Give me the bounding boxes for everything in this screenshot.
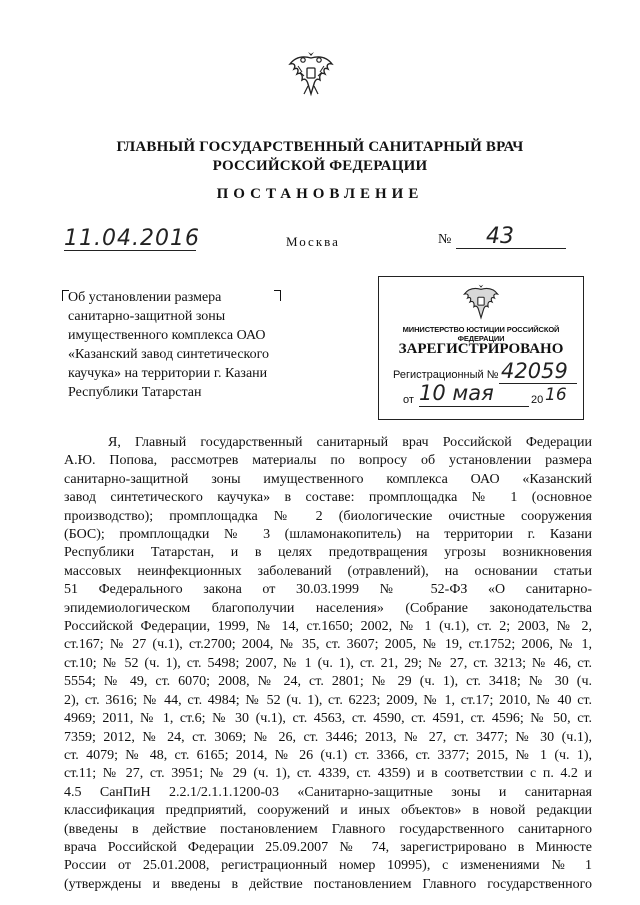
body-line: России от 25.01.2008, регистрационный номер 10995), с изменениями № 1 bbox=[64, 858, 592, 874]
subject-line: имущественного комплекса ОАО bbox=[68, 328, 266, 343]
body-line: (утверждены и введены в действие постановлением Главного государственного bbox=[64, 876, 592, 892]
document-subject bbox=[68, 288, 288, 402]
body-line: 4969; 2011, № 1, ст.6; № 30 (ч.1), ст. 4563, ст. 4590, ст. 4591, ст. 4596; № 50, ст. bbox=[64, 711, 592, 727]
subject-line: Республики Татарстан bbox=[68, 385, 202, 400]
stamp-regno-label: Регистрационный № bbox=[393, 369, 499, 381]
body-line: ст.167; № 27 (ч.1), ст.2700; 2004, № 35, ст. 3607; 2005, № 19, ст.1752; 2006, № 1, bbox=[64, 637, 592, 653]
document-body bbox=[64, 434, 592, 894]
body-line: Российской Федерации, 1999, № 14, ст.1650; 2002, № 1 (ч.1), ст. 2; 2003, № 2, bbox=[64, 619, 592, 635]
body-line: 51 Федерального закона от 30.03.1999 № 52-ФЗ «О санитарно- bbox=[64, 582, 592, 598]
document-number: 43 bbox=[486, 224, 514, 249]
body-line: массовых неинфекционных заболеваний (отравлений), на основании статьи bbox=[64, 563, 592, 579]
stamp-year-suffix: 16 bbox=[545, 385, 567, 405]
number-sign: № bbox=[438, 232, 452, 247]
body-line: 2), ст. 3616; № 44, ст. 4984; № 52 (ч. 1), ст. 6223; 2009, № 1, ст.17; 2010, № 40 ст. bbox=[64, 692, 592, 708]
body-line: производство); промплощадка № 2 (биологические очистные сооружения bbox=[64, 508, 592, 524]
body-line: (БОС); промплощадки № 3 (шламонакопитель) на территории г. Казани bbox=[64, 527, 592, 543]
body-line: Республики Татарстан, и в целях предотвращения угрозы возникновения bbox=[64, 545, 592, 561]
body-line: Я, Главный государственный санитарный врач Российской Федерации bbox=[108, 435, 592, 450]
body-line: классификация предприятий, сооружений и иных объектов» в новой редакции bbox=[64, 803, 592, 819]
body-line: ст. 4079; № 48, ст. 6165; 2014, № 26 (ч.1) ст. 3366, ст. 3377; 2015, № 1 (ч. 1), bbox=[64, 747, 592, 763]
authority-line-1: ГЛАВНЫЙ ГОСУДАРСТВЕННЫЙ САНИТАРНЫЙ ВРАЧ bbox=[116, 139, 524, 155]
subject-line: санитарно-защитной зоны bbox=[68, 309, 226, 324]
document-type: ПОСТАНОВЛЕНИЕ bbox=[216, 186, 424, 202]
subject-line: каучука» на территории г. Казани bbox=[68, 366, 268, 381]
body-line: А.Ю. Попова, рассмотрев материалы по вопросу об установлении размера bbox=[64, 453, 592, 469]
stamp-registered: ЗАРЕГИСТРИРОВАНО bbox=[398, 341, 564, 357]
body-line: 5554; № 49, ст. 6070; 2008, № 24, ст. 2801; № 29 (ч. 1), ст. 3418; № 30 (ч. bbox=[64, 674, 592, 690]
stamp-regno-value: 42059 bbox=[501, 359, 568, 383]
stamp-from-label: от bbox=[403, 394, 414, 406]
body-line: эпидемиологическом благополучии населения» (Собрание законодательства bbox=[64, 600, 592, 616]
body-line: врача Российской Федерации 25.09.2007 № 74, зарегистрировано в Минюсте bbox=[64, 839, 592, 855]
body-line: 4.5 СанПиН 2.2.1/2.1.1.1200-03 «Санитарно-защитные зоны и санитарная bbox=[64, 784, 592, 800]
body-line: санитарно-защитной зоны имущественного комплекса ОАО «Казанский bbox=[64, 471, 592, 487]
subject-line: «Казанский завод синтетического bbox=[68, 347, 270, 362]
stamp-regno-underline bbox=[499, 383, 577, 384]
registration-stamp bbox=[378, 276, 584, 420]
body-line: ст.11; № 27, ст. 3951; № 29 (ч. 1), ст. 4339, ст. 4359) и в соответствии с п. 4.2 и bbox=[64, 766, 592, 782]
authority-line-2: РОССИЙСКОЙ ФЕДЕРАЦИИ bbox=[212, 158, 428, 174]
body-line: 7359; 2012, № 24, ст. 3069; № 26, ст. 3446; 2013, № 27, ст. 3477; № 30 (ч.1), bbox=[64, 729, 592, 745]
date-number-row bbox=[0, 226, 640, 256]
stamp-from-underline bbox=[419, 406, 529, 407]
body-line: завод синтетического каучука» в составе: промплощадка № 1 (основное bbox=[64, 490, 592, 506]
stamp-from-date: 10 мая bbox=[419, 381, 494, 405]
authority-title bbox=[0, 138, 640, 176]
stamp-year-prefix: 20 bbox=[531, 394, 544, 406]
subject-line: Об установлении размера bbox=[68, 290, 222, 305]
body-line: ст.10; № 52 (ч. 1), ст. 5498; 2007, № 1 (ч. 1), ст. 21, 29; № 27, ст. 3213; № 46, ст. bbox=[64, 655, 592, 671]
stamp-ministry: МИНИСТЕРСТВО ЮСТИЦИИ РОССИЙСКОЙ ФЕДЕРАЦИИ bbox=[402, 325, 560, 343]
body-line: (введены в действие постановлением Главного государственного санитарного bbox=[64, 821, 592, 837]
date-underline bbox=[64, 250, 196, 251]
coat-of-arms-icon bbox=[286, 50, 336, 98]
document-city: Москва bbox=[286, 234, 340, 249]
stamp-coat-of-arms-icon bbox=[461, 283, 501, 321]
document-date: 11.04.2016 bbox=[64, 226, 200, 251]
